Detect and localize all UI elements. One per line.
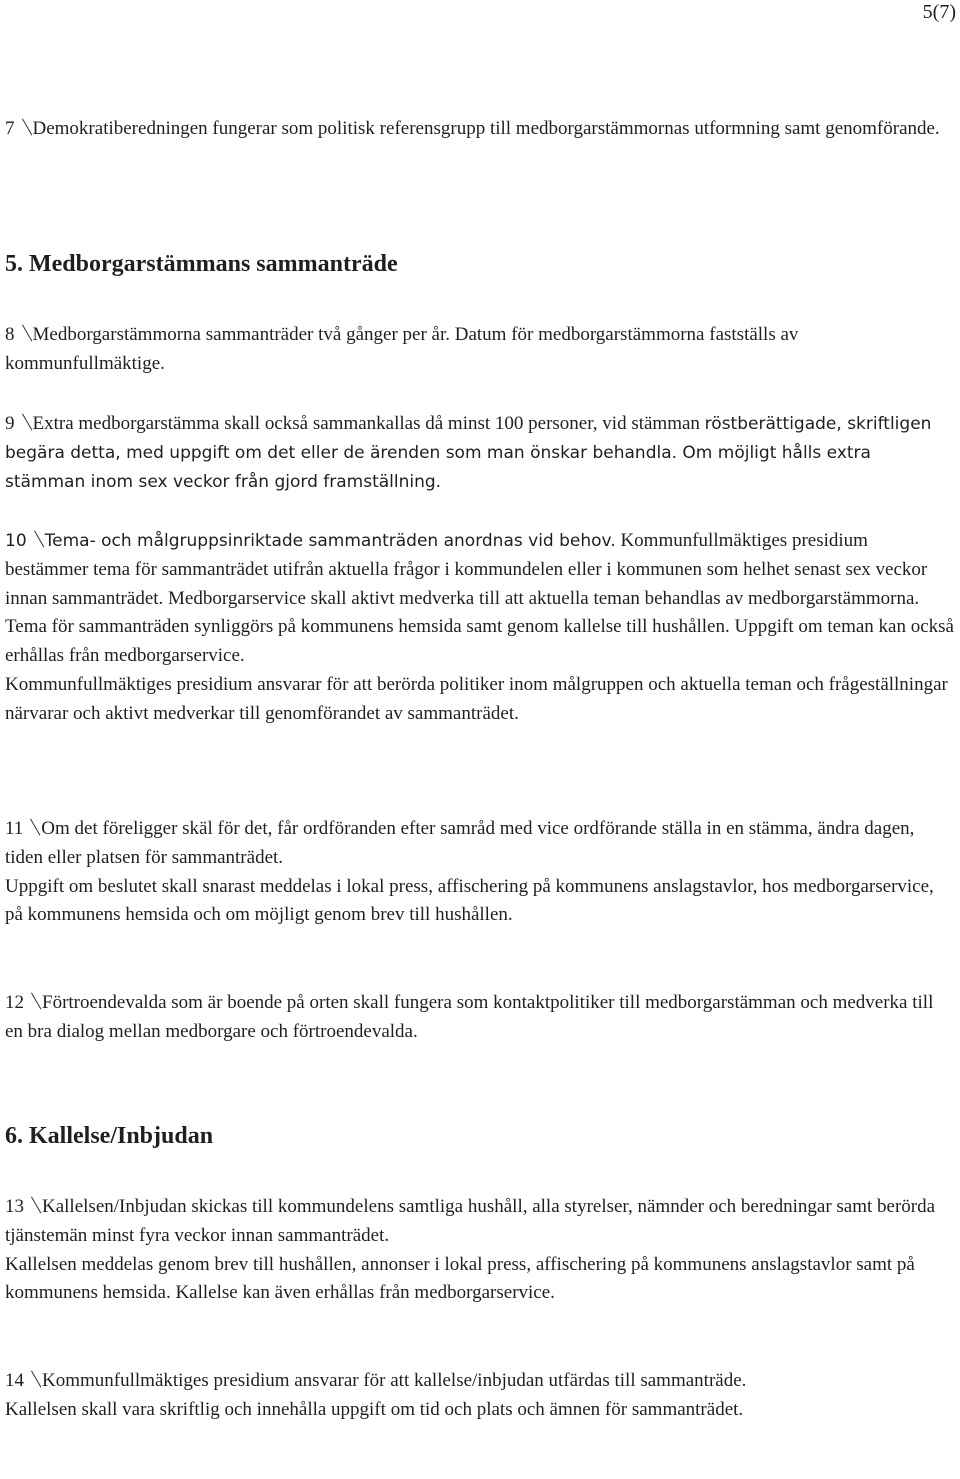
paragraph-text: Kommunfullmäktiges presidium ansvarar för att kallelse/inbjudan utfärdas till sammanträde. — [42, 1370, 747, 1391]
paragraph-number: 11 — [5, 818, 24, 839]
paragraph-10 — [5, 527, 955, 729]
paragraph-number: 13 — [5, 1196, 24, 1217]
section-sign-icon — [18, 324, 29, 344]
paragraph-number: 8 — [5, 324, 15, 345]
section-sign-icon — [26, 818, 37, 838]
paragraph-number: 10 — [5, 531, 27, 551]
paragraph-number: 14 — [5, 1370, 24, 1391]
paragraph-text: Medborgarstämmorna sammanträder två gånger per år. Datum för medborgarstämmorna fastställs av kommunfullmäktige. — [5, 324, 799, 374]
paragraph-14 — [5, 1367, 955, 1425]
paragraph-text: Om det föreligger skäl för det, får ordföranden efter samråd med vice ordförande ställa in en stämma, ändra dagen, tiden eller platsen för sammanträdet. — [5, 818, 915, 868]
paragraph-number: 12 — [5, 992, 24, 1013]
section-sign-icon — [18, 413, 29, 433]
paragraph-text: Extra medborgarstämma skall också sammankallas då minst 100 personer, vid stämman — [32, 413, 700, 434]
paragraph-9 — [5, 410, 955, 496]
paragraph-number: 9 — [5, 413, 15, 434]
paragraph-13 — [5, 1193, 955, 1308]
paragraph-text-continued: Uppgift om beslutet skall snarast meddelas i lokal press, affischering på kommunens anslagstavlor, hos medborgarservice, på kommunens hemsida och om möjligt genom brev till hushållen. — [5, 875, 934, 926]
section-heading-6: 6. Kallelse/Inbjudan — [5, 1123, 214, 1149]
paragraph-text-continued: Kallelsen meddelas genom brev till hushållen, annonser i lokal press, affischering på kommunens anslagstavlor samt på kommunens hemsida. Kallelse kan även erhållas från medborgarservice. — [5, 1253, 915, 1304]
section-heading-5: 5. Medborgarstämmans sammanträde — [5, 251, 398, 277]
paragraph-text-continued: Kallelsen skall vara skriftlig och innehålla uppgift om tid och plats och ämnen för sammanträdet. — [5, 1398, 744, 1420]
paragraph-7 — [5, 115, 955, 144]
paragraph-11 — [5, 815, 955, 930]
section-sign-icon — [27, 992, 38, 1012]
paragraph-text-continued: röstberättigade, skriftligen begära detta, med uppgift om det eller de ärenden som man önskar behandla. Om möjligt hålls extra stämman inom sex veckor från gjord framställning. — [5, 414, 932, 492]
paragraph-number: 7 — [5, 118, 15, 139]
page-number: 5(7) — [922, 1, 956, 23]
paragraph-text-continued: Kommunfullmäktiges presidium ansvarar för att berörda politiker inom målgruppen och aktuella teman och frågeställningar närvarar och aktivt medverkar till genomförandet av sammanträdet. — [5, 673, 948, 724]
paragraph-8 — [5, 321, 955, 379]
paragraph-text: Demokratiberedningen fungerar som politisk referensgrupp till medborgarstämmornas utformning samt genomförande. — [32, 118, 940, 139]
section-sign-icon — [27, 1196, 38, 1216]
paragraph-text: Förtroendevalda som är boende på orten skall fungera som kontaktpolitiker till medborgarstämman och medverka till en bra dialog mellan medborgare och förtroendevalda. — [5, 992, 934, 1042]
section-sign-icon — [18, 118, 29, 138]
section-sign-icon — [30, 530, 41, 550]
paragraph-12 — [5, 989, 955, 1047]
paragraph-text: Kallelsen/Inbjudan skickas till kommundelens samtliga hushåll, alla styrelser, nämnder och beredningar samt berörda tjänstemän minst fyra veckor innan sammanträdet. — [5, 1196, 936, 1246]
paragraph-text-continued: Kommunfullmäktiges presidium bestämmer tema för sammanträdet utifrån aktuella frågor i kommundelen eller i kommunen som helhet senast sex veckor innan sammanträdet. Medborgarservice skall aktivt medverka till att aktuella teman behandlas av medborgarstämmorna. Tema för sammanträden synliggörs på kommunens hemsida samt genom kallelse till hushållen. Uppgift om teman kan också erhållas från medborgarservice. — [5, 530, 954, 667]
section-sign-icon — [27, 1370, 38, 1390]
paragraph-text: Tema- och målgruppsinriktade sammanträden anordnas vid behov. — [44, 531, 616, 551]
